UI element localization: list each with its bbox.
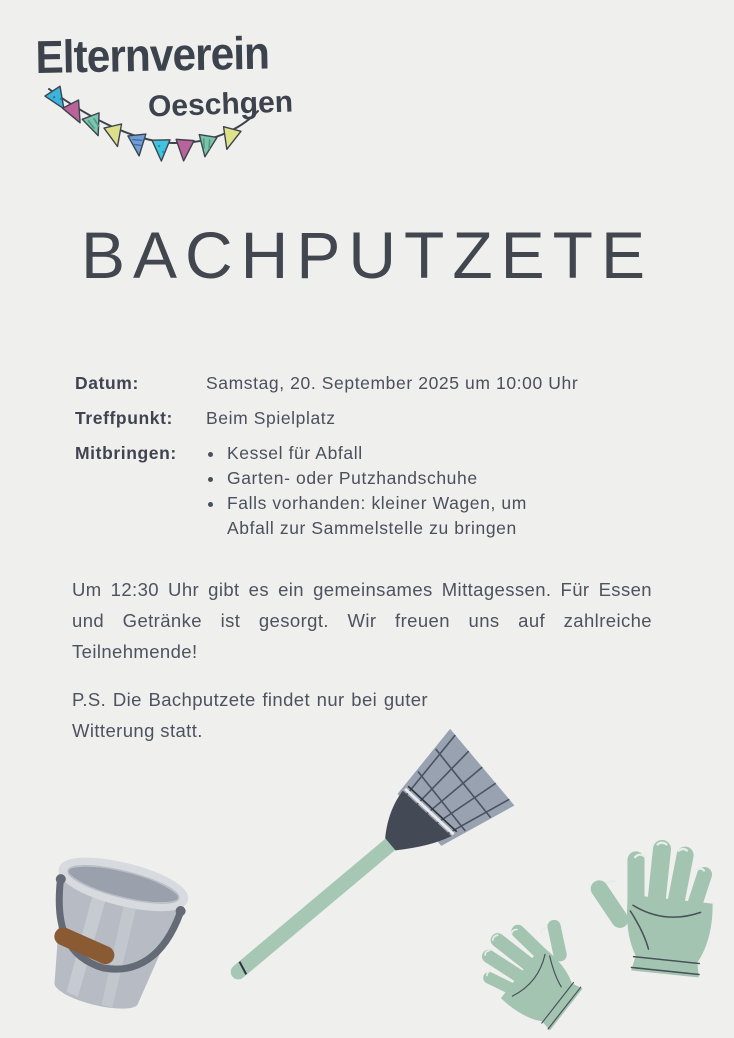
event-title: BACHPUTZETE <box>80 218 654 292</box>
gloves-illustration <box>430 800 734 1038</box>
glove-right <box>579 833 719 979</box>
postscript-paragraph: P.S. Die Bachputzete findet nur bei guter Witterung statt. <box>72 689 428 741</box>
bring-item-3: • Falls vorhanden: kleiner Wagen, um Abfall zur Sammelstelle zu bringen <box>225 491 573 541</box>
detail-label-treffpunkt: Treffpunkt: <box>75 408 173 428</box>
logo-org-name: Elternverein <box>35 26 270 83</box>
detail-row-treffpunkt <box>75 406 667 431</box>
detail-row-datum <box>75 371 667 396</box>
glove-left <box>465 893 608 1035</box>
bring-item-1: • Kessel für Abfall <box>225 441 573 466</box>
bring-item-2: • Garten- oder Putzhandschuhe <box>225 466 573 491</box>
detail-value-datum: Samstag, 20. September 2025 um 10:00 Uhr <box>206 373 579 393</box>
bucket-illustration <box>0 811 231 1038</box>
bring-list <box>206 441 573 541</box>
logo <box>35 26 294 160</box>
event-details <box>75 371 667 551</box>
detail-label-datum: Datum: <box>75 373 139 393</box>
detail-row-mitbringen <box>75 441 667 541</box>
detail-value-treffpunkt: Beim Spielplatz <box>206 408 336 428</box>
logo-place-name: Oeschgen <box>147 85 294 124</box>
detail-label-mitbringen: Mitbringen: <box>75 443 177 463</box>
lunch-paragraph: Um 12:30 Uhr gibt es ein gemeinsames Mittagessen. Für Essen und Getränke ist gesorgt. Wir freuen uns auf zahlreiche Teilnehmende! <box>72 579 652 662</box>
